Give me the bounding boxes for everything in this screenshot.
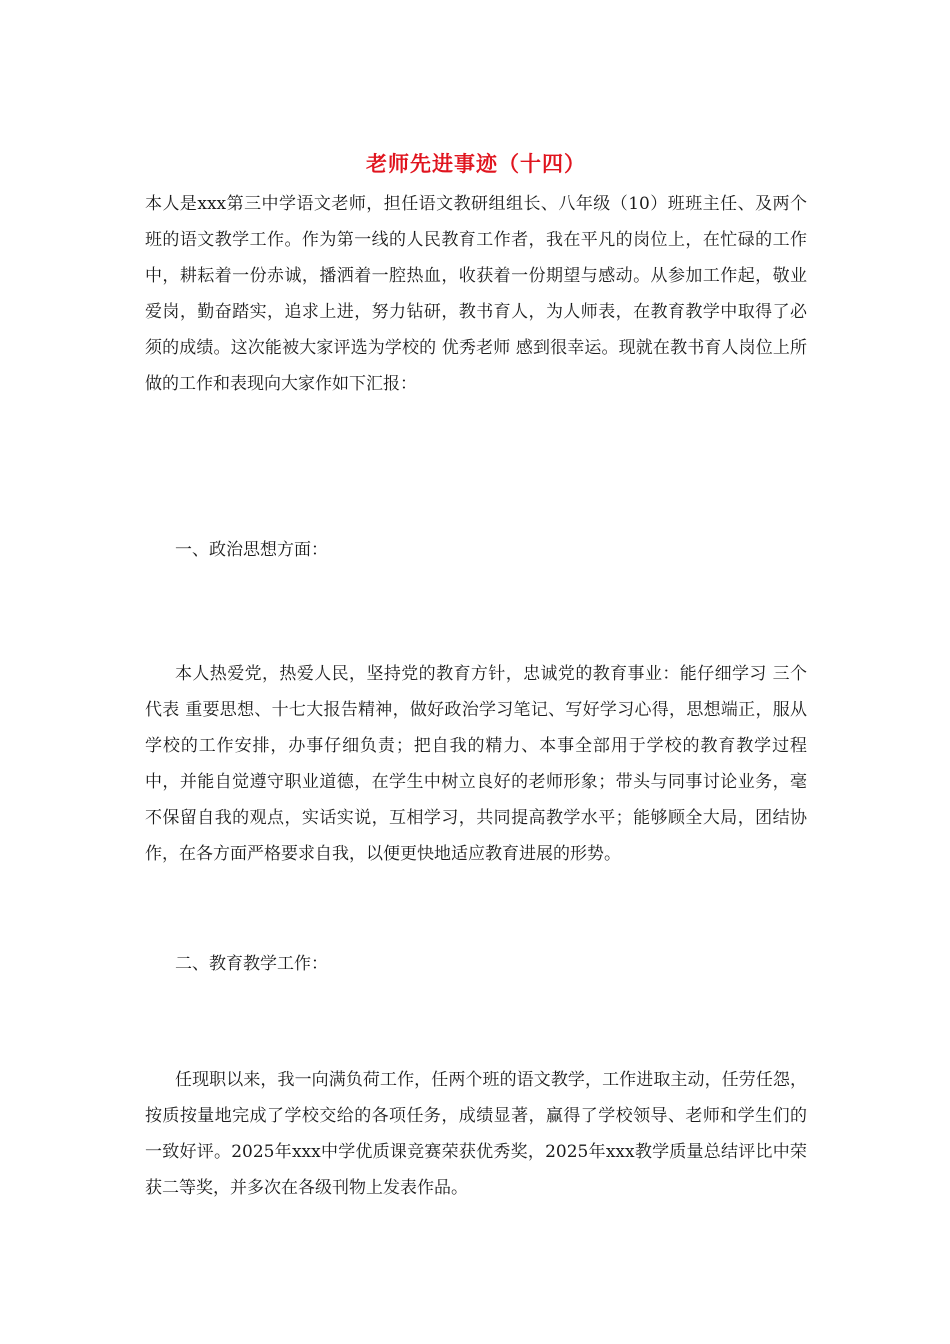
section-heading-teaching: 二、教育教学工作： (175, 954, 328, 974)
spacer (145, 568, 807, 656)
intro-paragraph: 本人是xxx第三中学语文老师，担任语文教研组组长、八年级（10）班班主任、及两个班的语文教学工作。作为第一线的人民教育工作者，我在平凡的岗位上，在忙碌的工作中，耕耘着一份赤诚，播洒着一腔热血，收获着一份期望与感动。从参加工作起，敬业爱岗，勤奋踏实，追求上进，努力钻研，教书育人，为人师表，在教育教学中取得了必须的成绩。这次能被大家评选为学校的 优秀老师 感到很幸运。现就在教书育人岗位上所做的工作和表现向大家作如下汇报： (145, 194, 807, 394)
document-page (145, 150, 807, 1206)
section-heading-politics: 一、政治思想方面： (175, 540, 328, 560)
section-body-politics: 本人热爱党，热爱人民，坚持党的教育方针，忠诚党的教育事业：能仔细学习 三个代表 重要思想、十七大报告精神，做好政治学习笔记、写好学习心得，思想端正，服从学校的工作安排，办事仔细负责；把自我的精力、本事全部用于学校的教育教学过程中，并能自觉遵守职业道德，在学生中树立良好的老师形象；带头与同事讨论业务，毫不保留自我的观点，实话实说，互相学习，共同提高教学水平；能够顾全大局，团结协作，在各方面严格要求自我，以便更快地适应教育进展的形势。 (145, 664, 807, 864)
spacer (145, 872, 807, 946)
document-title: 老师先进事迹（十四） (366, 151, 586, 176)
spacer (145, 402, 807, 532)
spacer (145, 982, 807, 1062)
section-body-teaching: 任现职以来，我一向满负荷工作，任两个班的语文教学，工作进取主动，任劳任怨，按质按量地完成了学校交给的各项任务，成绩显著，赢得了学校领导、老师和学生们的一致好评。2025年xxx中学优质课竞赛荣获优秀奖，2025年xxx教学质量总结评比中荣获二等奖，并多次在各级刊物上发表作品。 (145, 1070, 807, 1198)
